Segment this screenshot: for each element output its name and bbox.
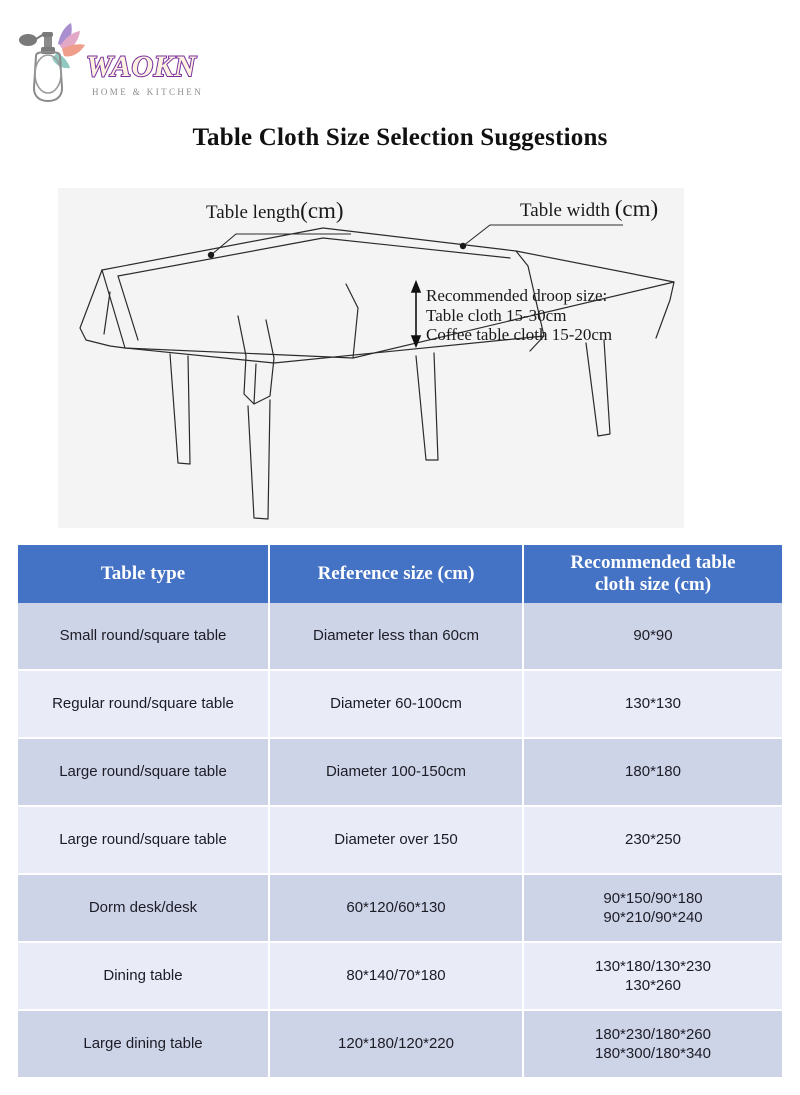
droop-line-3: Coffee table cloth 15-20cm	[426, 325, 613, 345]
recommended-line: 130*180/130*230	[595, 957, 711, 975]
table-row	[18, 1011, 782, 1077]
cell-recommended-size	[524, 875, 782, 943]
cell-table-type: Large round/square table	[18, 739, 270, 807]
table-cloth-illustration	[58, 188, 684, 528]
diagram-label-width	[520, 196, 658, 222]
table-row	[18, 739, 782, 807]
cell-table-type: Large round/square table	[18, 807, 270, 875]
table-row	[18, 603, 782, 671]
cell-recommended-size	[524, 1011, 782, 1077]
cell-reference-size: 120*180/120*220	[270, 1011, 524, 1077]
cell-recommended-size	[524, 739, 782, 807]
column-header-reference-size: Reference size (cm)	[270, 545, 524, 603]
droop-line-2: Table cloth 15-30cm	[426, 305, 567, 325]
cell-reference-size: 80*140/70*180	[270, 943, 524, 1011]
cell-reference-size: 60*120/60*130	[270, 875, 524, 943]
width-text: Table width	[520, 200, 615, 221]
diagram-label-droop	[426, 286, 612, 345]
recommended-line: 230*250	[625, 831, 681, 849]
cell-table-type: Large dining table	[18, 1011, 270, 1077]
brand-wordmark	[86, 52, 296, 97]
table-line-drawing	[58, 188, 684, 528]
recommended-line: 130*130	[625, 695, 681, 713]
width-anchor-dot	[460, 243, 466, 249]
cell-table-type: Dining table	[18, 943, 270, 1011]
page-title: Table Cloth Size Selection Suggestions	[192, 124, 608, 151]
cell-recommended-size	[524, 807, 782, 875]
length-unit: (cm)	[300, 198, 344, 223]
droop-arrow-icon	[412, 282, 420, 346]
cell-reference-size: Diameter less than 60cm	[270, 603, 524, 671]
recommended-line: 180*300/180*340	[595, 1045, 711, 1062]
cell-reference-size: Diameter over 150	[270, 807, 524, 875]
length-text: Table length	[206, 202, 301, 223]
diagram-label-length	[206, 198, 344, 224]
recommended-line: 180*230/180*260	[595, 1025, 711, 1043]
recommended-line: 90*150/90*180	[603, 889, 703, 907]
cell-reference-size: Diameter 100-150cm	[270, 739, 524, 807]
spray-bottle-icon	[14, 22, 94, 104]
length-anchor-dot	[208, 252, 214, 258]
table-row	[18, 671, 782, 739]
brand-logo	[14, 22, 314, 107]
recommended-header-line-2: cloth size (cm)	[594, 574, 712, 595]
brand-name: WAOKN	[86, 50, 197, 83]
droop-line-1: Recommended droop size:	[426, 286, 608, 305]
brand-tagline: HOME & KITCHEN	[92, 87, 204, 97]
table-row	[18, 807, 782, 875]
cell-table-type: Dorm desk/desk	[18, 875, 270, 943]
cell-recommended-size	[524, 603, 782, 671]
recommended-line: 90*210/90*240	[603, 909, 703, 926]
column-header-table-type: Table type	[18, 545, 270, 603]
size-selection-table	[18, 545, 782, 1077]
cell-reference-size: Diameter 60-100cm	[270, 671, 524, 739]
table-row	[18, 875, 782, 943]
cell-recommended-size	[524, 671, 782, 739]
recommended-line: 130*260	[625, 977, 681, 994]
cell-recommended-size	[524, 943, 782, 1011]
cell-table-type: Small round/square table	[18, 603, 270, 671]
width-unit: (cm)	[614, 196, 659, 221]
recommended-line: 180*180	[625, 763, 681, 781]
table-header-row	[18, 545, 782, 603]
column-header-recommended-size	[524, 545, 782, 603]
recommended-line: 90*90	[633, 627, 673, 645]
table-row	[18, 943, 782, 1011]
cell-table-type: Regular round/square table	[18, 671, 270, 739]
recommended-header-line-1: Recommended table	[570, 552, 736, 574]
